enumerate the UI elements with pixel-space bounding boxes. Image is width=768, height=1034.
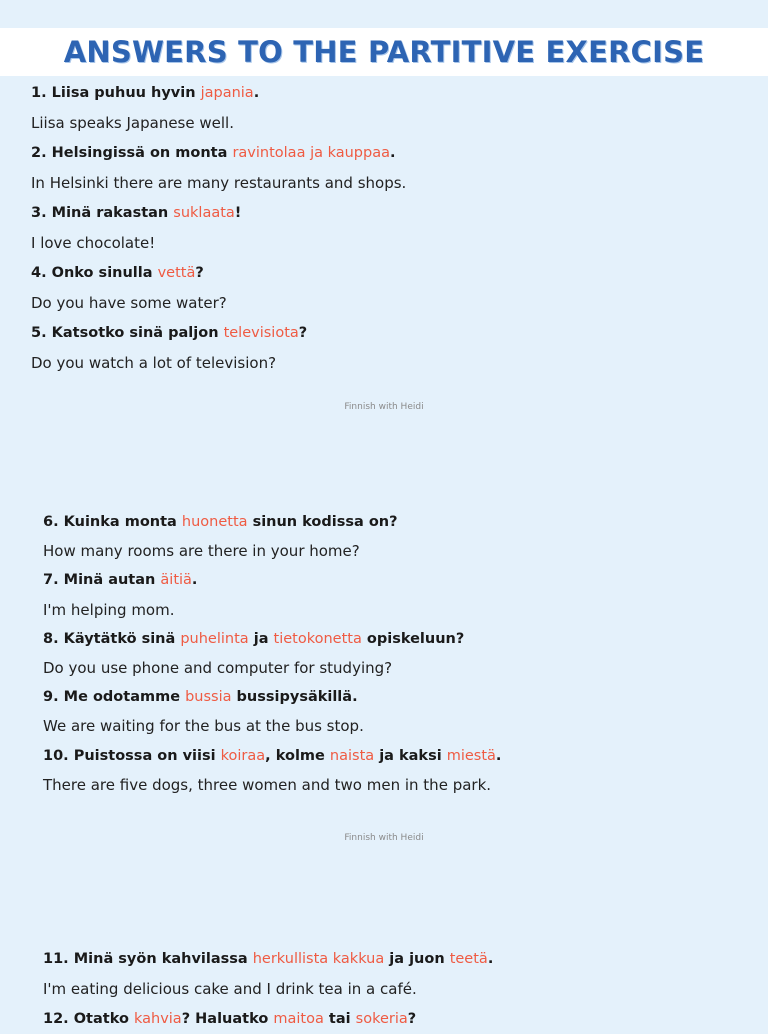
finnish-sentence bbox=[0, 508, 768, 537]
finnish-sentence bbox=[0, 944, 768, 974]
partitive-answer: teetä bbox=[449, 951, 488, 967]
answer-item bbox=[0, 566, 768, 624]
sentence-text: 11. Minä syön kahvilassa bbox=[43, 951, 253, 967]
answer-item bbox=[0, 742, 768, 800]
answer-item bbox=[0, 683, 768, 741]
english-translation: We are waiting for the bus at the bus stop. bbox=[43, 717, 364, 736]
partitive-answer: äitiä bbox=[160, 572, 192, 589]
sentence-text: 8. Käytätkö sinä bbox=[43, 630, 181, 647]
sentence-text: . bbox=[253, 85, 260, 101]
sentence-text: ! bbox=[234, 205, 242, 221]
sentence-text: ? bbox=[195, 265, 204, 281]
answers-section-3 bbox=[0, 944, 768, 1034]
partitive-answer: vettä bbox=[157, 265, 196, 281]
english-translation: Do you watch a lot of television? bbox=[31, 354, 277, 372]
answer-item bbox=[0, 625, 768, 683]
partitive-answer: huonetta bbox=[181, 514, 248, 530]
finnish-sentence bbox=[0, 318, 768, 348]
partitive-answer: naista bbox=[329, 747, 375, 764]
finnish-sentence bbox=[0, 742, 768, 771]
answer-item bbox=[0, 318, 768, 378]
sentence-text: ? bbox=[407, 1011, 417, 1027]
sentence-text: 4. Onko sinulla bbox=[31, 265, 158, 281]
partitive-answer: televisiota bbox=[223, 325, 299, 341]
partitive-answer: miestä bbox=[446, 747, 496, 764]
sentence-text: tai bbox=[323, 1011, 356, 1027]
partitive-answer: puhelinta bbox=[180, 630, 249, 647]
english-translation: Do you have some water? bbox=[31, 294, 227, 312]
finnish-sentence bbox=[0, 78, 768, 108]
finnish-sentence bbox=[0, 566, 768, 595]
finnish-sentence bbox=[0, 625, 768, 654]
partitive-answer: suklaata bbox=[173, 205, 235, 221]
finnish-sentence bbox=[0, 683, 768, 712]
english-translation: I love chocolate! bbox=[31, 234, 156, 252]
sentence-text: . bbox=[495, 747, 502, 764]
partitive-answer: tietokonetta bbox=[273, 630, 362, 647]
answer-item bbox=[0, 1004, 768, 1034]
sentence-text: opiskeluun? bbox=[361, 630, 465, 647]
sentence-text: . bbox=[390, 145, 396, 161]
sentence-text: ja juon bbox=[384, 951, 450, 967]
sentence-text: ja kaksi bbox=[374, 747, 447, 764]
english-translation: There are five dogs, three women and two men in the park. bbox=[43, 775, 492, 794]
answer-item bbox=[0, 258, 768, 318]
sentence-text: , kolme bbox=[265, 747, 330, 764]
partitive-answer: ravintolaa ja kauppaa bbox=[232, 145, 390, 161]
partitive-answer: sokeria bbox=[355, 1011, 408, 1027]
sentence-text: sinun kodissa on? bbox=[247, 514, 398, 530]
finnish-sentence bbox=[0, 138, 768, 168]
sentence-text: 2. Helsingissä on monta bbox=[31, 145, 233, 161]
title-bar bbox=[0, 28, 768, 76]
english-translation: How many rooms are there in your home? bbox=[43, 542, 360, 561]
answer-item bbox=[0, 78, 768, 138]
answer-item bbox=[0, 944, 768, 1004]
sentence-text: 6. Kuinka monta bbox=[43, 514, 182, 530]
sentence-text: . bbox=[487, 951, 494, 967]
sentence-text: 3. Minä rakastan bbox=[31, 205, 174, 221]
footer-credit: Finnish with Heidi bbox=[344, 402, 424, 412]
finnish-sentence bbox=[0, 258, 768, 288]
partitive-answer: kahvia bbox=[133, 1011, 182, 1027]
answers-section-1 bbox=[0, 78, 768, 378]
answer-item bbox=[0, 198, 768, 258]
sentence-text: ? Haluatko bbox=[181, 1011, 274, 1027]
finnish-sentence bbox=[0, 198, 768, 228]
partitive-answer: bussia bbox=[185, 689, 232, 706]
sentence-text: 9. Me odotamme bbox=[43, 689, 186, 706]
english-translation: Do you use phone and computer for studying? bbox=[43, 658, 393, 677]
sentence-text: 12. Otatko bbox=[43, 1011, 134, 1027]
sentence-text: 1. Liisa puhuu hyvin bbox=[31, 85, 201, 101]
partitive-answer: herkullista kakkua bbox=[252, 951, 385, 967]
partitive-answer: koiraa bbox=[220, 747, 266, 764]
answer-item bbox=[0, 508, 768, 566]
english-translation: I'm eating delicious cake and I drink tea in a café. bbox=[43, 980, 417, 998]
sentence-text: 5. Katsotko sinä paljon bbox=[31, 325, 224, 341]
sentence-text: ? bbox=[298, 325, 308, 341]
sentence-text: bussipysäkillä. bbox=[231, 689, 358, 706]
english-translation: I'm helping mom. bbox=[43, 600, 175, 619]
page-title: ANSWERS TO THE PARTITIVE EXERCISE bbox=[63, 35, 705, 69]
answer-item bbox=[0, 138, 768, 198]
answers-section-2 bbox=[0, 508, 768, 800]
english-translation: In Helsinki there are many restaurants and shops. bbox=[31, 174, 407, 192]
english-translation: Liisa speaks Japanese well. bbox=[31, 114, 234, 132]
sentence-text: ja bbox=[248, 630, 274, 647]
partitive-answer: maitoa bbox=[273, 1011, 324, 1027]
sentence-text: 10. Puistossa on viisi bbox=[43, 747, 221, 764]
sentence-text: . bbox=[191, 572, 198, 589]
finnish-sentence bbox=[0, 1004, 768, 1034]
sentence-text: 7. Minä autan bbox=[43, 572, 161, 589]
partitive-answer: japania bbox=[200, 85, 254, 101]
footer-credit: Finnish with Heidi bbox=[344, 833, 424, 843]
